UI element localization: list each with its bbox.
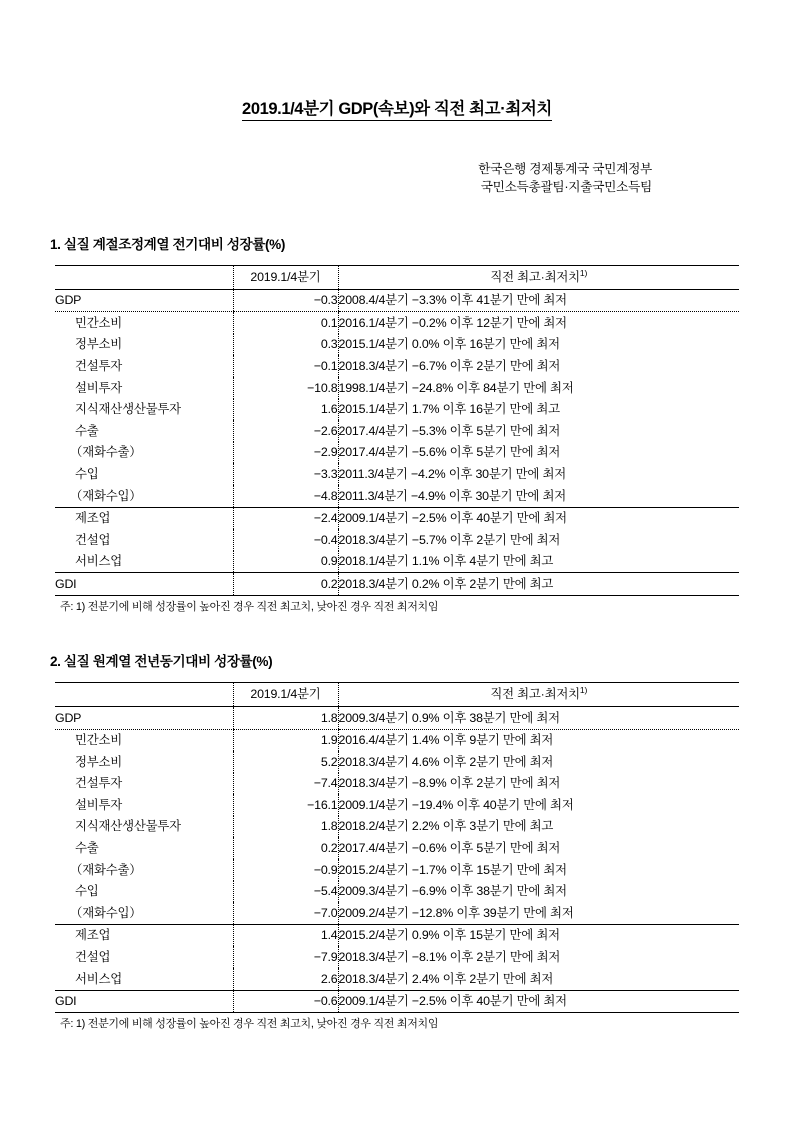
row-label: 제조업 <box>55 924 233 946</box>
section-2-heading: 2. 실질 원계열 전년동기대비 성장률(%) <box>50 653 273 669</box>
row-prev-extreme: 2015.1/4분기 1.7% 이후 16분기 만에 최고 <box>338 399 739 421</box>
section-1-heading: 1. 실질 계절조정계열 전기대비 성장률(%) <box>50 236 285 252</box>
row-value: −7.0 <box>233 902 338 924</box>
page-title-text: 2019.1/4분기 GDP(속보)와 직전 최고·최저치 <box>242 100 552 121</box>
row-value: −2.4 <box>233 507 338 529</box>
row-label: 설비투자 <box>75 380 123 395</box>
row-prev-extreme: 2009.3/4분기 0.9% 이후 38분기 만에 최저 <box>338 706 739 729</box>
row-prev-extreme: 2018.2/4분기 2.2% 이후 3분기 만에 최고 <box>338 816 739 838</box>
table-row <box>55 902 739 924</box>
row-prev-extreme: 2018.3/4분기 −8.9% 이후 2분기 만에 최저 <box>338 773 739 795</box>
row-value: −3.3 <box>233 463 338 485</box>
row-label: 건설업 <box>75 532 111 547</box>
growth-table-original-yoy <box>55 682 739 1013</box>
column-header-prev-extreme-text: 직전 최고·최저치 <box>490 687 580 702</box>
row-value: −5.4 <box>233 881 338 903</box>
column-header-prev-extreme-text: 직전 최고·최저치 <box>490 269 580 284</box>
row-label: 정부소비 <box>75 754 123 769</box>
table-row <box>55 420 739 442</box>
row-value: 1.8 <box>233 816 338 838</box>
row-label: 수출 <box>75 423 99 438</box>
section-1-table-wrap <box>50 265 744 614</box>
row-value: 0.3 <box>233 334 338 356</box>
row-prev-extreme: 2018.3/4분기 4.6% 이후 2분기 만에 최저 <box>338 751 739 773</box>
table-row <box>55 399 739 421</box>
row-label: （재화수출） <box>70 862 142 877</box>
row-label: 건설업 <box>75 950 111 965</box>
byline <box>50 160 744 197</box>
row-prev-extreme: 2018.3/4분기 −8.1% 이후 2분기 만에 최저 <box>338 946 739 968</box>
row-label: GDP <box>55 289 233 312</box>
row-label: 서비스업 <box>75 554 123 569</box>
table-row <box>55 751 739 773</box>
table-body-2 <box>55 706 739 1012</box>
table-header-row <box>55 265 739 289</box>
page-title <box>50 0 744 120</box>
table-1-footnote: 주: 1) 전분기에 비해 성장률이 높아진 경우 직전 최고치, 낮아진 경우 직전 최저치임 <box>60 600 439 613</box>
row-value: 1.8 <box>233 706 338 729</box>
row-label: 민간소비 <box>75 315 123 330</box>
row-prev-extreme: 2015.2/4분기 0.9% 이후 15분기 만에 최저 <box>338 924 739 946</box>
row-value: 0.2 <box>233 573 338 596</box>
row-prev-extreme: 1998.1/4분기 −24.8% 이후 84분기 만에 최저 <box>338 377 739 399</box>
row-value: 2.6 <box>233 968 338 990</box>
row-value: −10.8 <box>233 377 338 399</box>
row-prev-extreme: 2015.2/4분기 −1.7% 이후 15분기 만에 최저 <box>338 859 739 881</box>
row-value: −7.9 <box>233 946 338 968</box>
row-value: −2.6 <box>233 420 338 442</box>
column-header-quarter: 2019.1/4분기 <box>233 682 338 706</box>
row-value: −0.9 <box>233 859 338 881</box>
row-prev-extreme: 2017.4/4분기 −0.6% 이후 5분기 만에 최저 <box>338 837 739 859</box>
table-row <box>55 334 739 356</box>
row-label: 수입 <box>75 466 99 481</box>
row-prev-extreme: 2018.3/4분기 2.4% 이후 2분기 만에 최저 <box>338 968 739 990</box>
byline-line-2: 국민소득총괄팀·지출국민소득팀 <box>480 180 652 195</box>
row-prev-extreme: 2018.1/4분기 1.1% 이후 4분기 만에 최고 <box>338 551 739 573</box>
footnote-marker: 1) <box>579 685 588 696</box>
row-prev-extreme: 2016.1/4분기 −0.2% 이후 12분기 만에 최저 <box>338 312 739 334</box>
row-value: 5.2 <box>233 751 338 773</box>
table-row <box>55 946 739 968</box>
row-label: （재화수입） <box>55 902 233 924</box>
row-value: 0.9 <box>233 551 338 573</box>
table-row <box>55 859 739 881</box>
table-row <box>55 990 739 1013</box>
table-row <box>55 968 739 990</box>
row-label: 수출 <box>75 841 99 856</box>
row-prev-extreme: 2009.1/4분기 −2.5% 이후 40분기 만에 최저 <box>338 990 739 1013</box>
table-row <box>55 289 739 312</box>
section-2-table-wrap <box>50 682 744 1031</box>
row-prev-extreme: 2009.2/4분기 −12.8% 이후 39분기 만에 최저 <box>338 902 739 924</box>
column-header-quarter: 2019.1/4분기 <box>233 265 338 289</box>
row-prev-extreme: 2009.1/4분기 −19.4% 이후 40분기 만에 최저 <box>338 794 739 816</box>
table-row <box>55 551 739 573</box>
row-value: 0.2 <box>233 837 338 859</box>
row-prev-extreme: 2016.4/4분기 1.4% 이후 9분기 만에 최저 <box>338 729 739 751</box>
row-value: −0.6 <box>233 990 338 1013</box>
row-label: GDI <box>55 990 233 1013</box>
table-header-row <box>55 682 739 706</box>
row-label: 건설투자 <box>75 358 123 373</box>
table-row <box>55 816 739 838</box>
row-prev-extreme: 2018.3/4분기 0.2% 이후 2분기 만에 최고 <box>338 573 739 596</box>
table-row <box>55 312 739 334</box>
row-value: −0.3 <box>233 289 338 312</box>
row-label: （재화수출） <box>70 445 142 460</box>
row-value: 1.9 <box>233 729 338 751</box>
row-label: 수입 <box>75 884 99 899</box>
table-row <box>55 924 739 946</box>
row-value: −2.9 <box>233 442 338 464</box>
table-body-1 <box>55 289 739 595</box>
row-prev-extreme: 2015.1/4분기 0.0% 이후 16분기 만에 최저 <box>338 334 739 356</box>
footnote-marker: 1) <box>579 267 588 278</box>
row-prev-extreme: 2009.1/4분기 −2.5% 이후 40분기 만에 최저 <box>338 507 739 529</box>
row-label: 지식재산생산물투자 <box>75 402 181 417</box>
row-label: GDP <box>55 706 233 729</box>
growth-table-seasonally-adjusted <box>55 265 739 596</box>
table-row <box>55 794 739 816</box>
row-label: （재화수입） <box>55 485 233 507</box>
table-row <box>55 837 739 859</box>
row-value: 1.6 <box>233 399 338 421</box>
row-prev-extreme: 2011.3/4분기 −4.9% 이후 30분기 만에 최저 <box>338 485 739 507</box>
row-label: 건설투자 <box>75 776 123 791</box>
row-label: 서비스업 <box>75 971 123 986</box>
row-value: 1.4 <box>233 924 338 946</box>
table-2-footnote: 주: 1) 전분기에 비해 성장률이 높아진 경우 직전 최고치, 낮아진 경우 직전 최저치임 <box>60 1018 439 1031</box>
row-label: 설비투자 <box>75 797 123 812</box>
table-row <box>55 773 739 795</box>
row-value: −0.4 <box>233 529 338 551</box>
table-row <box>55 442 739 464</box>
row-prev-extreme: 2018.3/4분기 −5.7% 이후 2분기 만에 최저 <box>338 529 739 551</box>
row-prev-extreme: 2011.3/4분기 −4.2% 이후 30분기 만에 최저 <box>338 463 739 485</box>
row-prev-extreme: 2008.4/4분기 −3.3% 이후 41분기 만에 최저 <box>338 289 739 312</box>
table-row <box>55 507 739 529</box>
row-value: −0.1 <box>233 355 338 377</box>
column-header-label <box>55 682 233 706</box>
table-row <box>55 881 739 903</box>
column-header-label <box>55 265 233 289</box>
row-label: 제조업 <box>55 507 233 529</box>
table-row <box>55 573 739 596</box>
row-value: −7.4 <box>233 773 338 795</box>
column-header-prev-extreme <box>338 265 739 289</box>
row-label: 민간소비 <box>75 733 123 748</box>
row-prev-extreme: 2017.4/4분기 −5.3% 이후 5분기 만에 최저 <box>338 420 739 442</box>
row-label: GDI <box>55 573 233 596</box>
row-label: 정부소비 <box>75 337 123 352</box>
column-header-prev-extreme <box>338 682 739 706</box>
row-prev-extreme: 2018.3/4분기 −6.7% 이후 2분기 만에 최저 <box>338 355 739 377</box>
row-label: 지식재산생산물투자 <box>75 819 181 834</box>
byline-line-1: 한국은행 경제통계국 국민계정부 <box>478 161 652 176</box>
table-row <box>55 706 739 729</box>
row-prev-extreme: 2017.4/4분기 −5.6% 이후 5분기 만에 최저 <box>338 442 739 464</box>
table-row <box>55 355 739 377</box>
row-value: 0.1 <box>233 312 338 334</box>
row-prev-extreme: 2009.3/4분기 −6.9% 이후 38분기 만에 최저 <box>338 881 739 903</box>
table-row <box>55 729 739 751</box>
table-row <box>55 529 739 551</box>
row-value: −16.1 <box>233 794 338 816</box>
table-row <box>55 377 739 399</box>
row-value: −4.8 <box>233 485 338 507</box>
table-row <box>55 485 739 507</box>
table-row <box>55 463 739 485</box>
